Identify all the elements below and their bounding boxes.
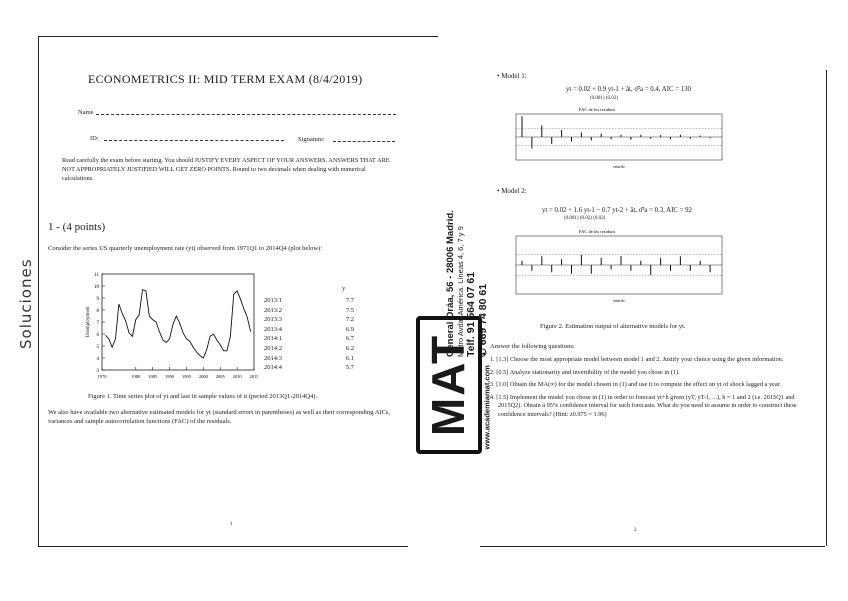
table-row	[264, 315, 354, 325]
address-line-2: Metro Avda. América. Líneas 4, 6, 7 y 9	[456, 226, 465, 357]
unemployment-chart	[82, 270, 258, 382]
table-cell-value: 6.9	[345, 325, 354, 333]
model2-fac-plot	[506, 226, 728, 304]
table-header: y	[342, 285, 346, 292]
table-row	[264, 334, 354, 344]
table-cell-quarter: 2014:3	[264, 354, 283, 362]
model2-label: Model 2:	[501, 187, 527, 195]
sample-values-table	[264, 296, 354, 373]
table-cell-value: 7.2	[345, 316, 354, 324]
table-cell-value: 7.7	[345, 297, 354, 304]
y-tick-label: 8	[96, 309, 99, 314]
question-intro: Consider the series US quarterly unemployment rate (yt) observed from 1971Q1 to 2014Q4 (plot below):	[48, 245, 323, 252]
table-cell-value: 6.7	[345, 335, 354, 343]
page-top-border	[38, 36, 438, 37]
phone: Telf. 91 564 07 61	[465, 271, 477, 357]
left-page-number: 1	[230, 522, 233, 527]
y-tick-label: 9	[96, 297, 99, 302]
table-row	[264, 344, 354, 354]
figure2-caption: Figure 2. Estimation output of alternative models for yt.	[540, 323, 686, 330]
page-bottom-border	[38, 546, 408, 547]
model1-equation: yt = 0.02 + 0.9 yt-1 + ât, σ̂²a = 0.4, AIC = 130	[566, 86, 691, 93]
answer-intro: Answer the following questions:	[490, 343, 575, 350]
website[interactable]: www.academiamat.com	[482, 365, 492, 450]
y-axis-label: Unemployment	[86, 306, 91, 338]
id-label: ID:	[90, 135, 99, 142]
whatsapp-icon: ✆	[477, 348, 489, 357]
table-cell-quarter: 2014:4	[264, 364, 283, 372]
right-page-right-border	[826, 70, 827, 546]
x-tick-label: 1990	[165, 374, 175, 379]
model2-standard-errors: (0.001) (0.02) (0.02)	[564, 216, 606, 221]
figure1-caption: Figure 1. Time series plot of yt and last in sample values of it (period 2013Q1-2014Q4).	[88, 393, 318, 400]
x-tick-label: 2015	[249, 374, 258, 379]
table-row	[264, 306, 354, 316]
question-item: 4. [1.5] Implement the model you chose in (1) in order to forecast yt+h given (yT, yT-1, ...), h = 1 and 2 (i.e. 2015Q1 and 2015Q2). Obtain a 95% confidence interval for such forecasts. What do you need to assume in order to construct these confidence intervals? (Hint: z0.975 = 1.96)	[490, 393, 797, 418]
id-field[interactable]	[104, 140, 284, 141]
x-tick-label: 2005	[215, 374, 225, 379]
table-cell-quarter: 2014:2	[264, 344, 283, 352]
model2-equation: yt = 0.02 + 1.6 yt-1 − 0.7 yt-2 + ât, σ̂²a = 0.3, AIC = 92	[542, 207, 692, 214]
bullet-icon: •	[497, 72, 500, 80]
x-tick-label: 1985	[148, 374, 158, 379]
instructions: Read carefully the exam before starting. You should JUSTIFY EVERY ASPECT OF YOUR ANSWERS. ANSWERS THAT ARE NOT APPROPRIATELY JUSTIFIED WILL GET ZERO POINTS. Round to two decimals when dealing with numerical calculations.	[62, 157, 390, 182]
fac-title: FAC de los residuos	[579, 107, 616, 112]
handwritten-note: Soluciones	[17, 258, 35, 349]
model1-fac-plot	[506, 104, 728, 170]
table-cell-value: 6.2	[345, 344, 354, 352]
question-item: 3. [1.0] Obtain the MA(∞) for the model chosen in (1) and use it to compute the effect on yt of shock lagged a year.	[490, 381, 781, 389]
name-label: Name	[78, 109, 94, 116]
x-tick-label: 2000	[198, 374, 208, 379]
table-row	[264, 296, 354, 306]
table-cell-value: 6.1	[345, 354, 354, 362]
signature-label: Signature:	[298, 136, 325, 143]
table-cell-quarter: 2013:2	[264, 306, 283, 314]
table-cell-quarter: 2014:1	[264, 335, 283, 343]
questions-list	[490, 356, 820, 424]
y-tick-label: 7	[96, 321, 99, 326]
table-cell-quarter: 2013:4	[264, 325, 283, 333]
table-row	[264, 354, 354, 364]
address-line-1: General Oráa, 56 - 28006 Madrid.	[445, 210, 456, 357]
fac-title: FAC de los residuos	[579, 229, 616, 234]
x-tick-label: 1995	[181, 374, 191, 379]
section-title: 1 - (4 points)	[48, 221, 106, 233]
right-page-bottom-border	[480, 546, 825, 547]
x-tick-label: 1980	[131, 374, 141, 379]
table-row	[264, 325, 354, 335]
table-cell-value: 7.5	[345, 306, 354, 314]
y-tick-label: 4	[96, 357, 99, 362]
table-row	[264, 363, 354, 373]
bullet-icon: •	[497, 187, 500, 195]
page-left-border	[38, 36, 39, 546]
whatsapp-number: 669 74 80 61	[477, 283, 489, 346]
right-page-number: 2	[634, 528, 637, 533]
model1-standard-errors: (0.001) (0.02)	[590, 96, 618, 101]
y-tick-label: 11	[94, 273, 99, 278]
models-paragraph: We also have available two alternative estimated models for yt (standard errors in parentheses) as well as their corresponding AICs, variances and sample autocorrelation functions (FAC) of the residuals.	[48, 409, 391, 425]
fac-x-label: retardo	[613, 164, 625, 169]
model1-label: Model 1:	[501, 72, 527, 80]
unemployment-series-line	[105, 290, 250, 358]
mat-logo: MAT	[416, 316, 482, 454]
question-item: 1. [1.3] Choose the most appropriate model between model 1 and 2. Justify your choice using the given information.	[490, 356, 784, 363]
y-tick-label: 6	[96, 333, 99, 338]
table-cell-quarter: 2013:1	[264, 297, 283, 304]
question-item: 2. [0.5] Analyze stationarity and invertibility of the model you chose in (1).	[490, 368, 680, 376]
table-cell-quarter: 2013:3	[264, 316, 283, 324]
fac-x-label: retardo	[613, 298, 625, 303]
name-field[interactable]	[96, 114, 396, 115]
x-tick-label: 1970	[97, 374, 107, 379]
y-tick-label: 5	[96, 345, 99, 350]
x-tick-label: 2010	[232, 374, 242, 379]
y-tick-label: 10	[94, 285, 99, 290]
signature-field[interactable]	[333, 141, 395, 142]
exam-title: ECONOMETRICS II: MID TERM EXAM (8/4/2019)	[88, 72, 363, 86]
table-cell-value: 5.7	[345, 364, 354, 372]
y-tick-label: 3	[96, 369, 99, 374]
